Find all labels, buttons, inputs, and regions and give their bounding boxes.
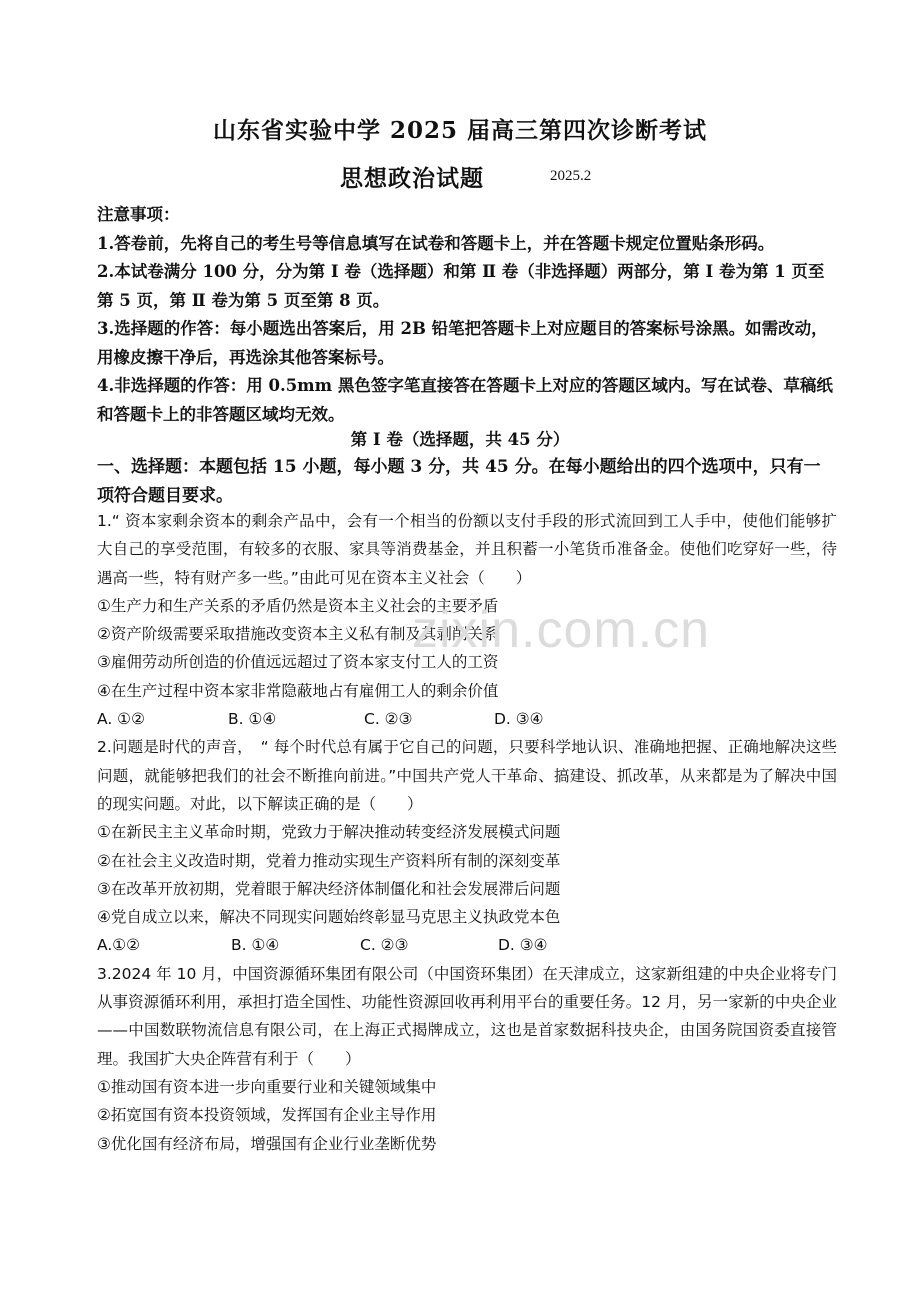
question-1 [97,507,837,733]
question-stem: 1.“ 资本家剩余资本的剩余产品中，会有一个相当的份额以支付手段的形式流回到工人手中，使他们能够扩大自己的享受范围，有较多的衣服、家具等消费基金，并且积蓄一小笔货币准备金。使他们吃穿好一些，待遇高一些，特有财产多一些。”由此可见在资本主义社会（ ） [97,512,837,587]
statement: ②拓宽国有资本投资领域，发挥国有企业主导作用 [97,1106,437,1125]
note-item: 1.答卷前，先将自己的考生号等信息填写在试卷和答题卡上，并在答题卡规定位置贴条形码。 [97,233,775,253]
option-d[interactable]: D. ③④ [494,710,544,729]
notes-block [97,201,837,429]
statement: ①在新民主主义革命时期，党致力于解决推动转变经济发展模式问题 [97,823,561,842]
statement: ③雇佣劳动所创造的价值远远超过了资本家支付工人的工资 [97,653,499,672]
statement: ②资产阶级需要采取措施改变资本主义私有制及其剥削关系 [97,625,499,644]
question-stem: 2.问题是时代的声音， “ 每个时代总有属于它自己的问题，只要科学地认识、准确地把握、正确地解决这些问题，就能够把我们的社会不断推向前进。”中国共产党人干革命、搞建设、抓改革，从来都是为了解决中国的现实问题。对此，以下解读正确的是（ ） [97,738,837,813]
statement: ③优化国有经济布局，增强国有企业行业垄断优势 [97,1134,437,1153]
exam-title: 山东省实验中学 2025 届高三第四次诊断考试 [212,117,708,144]
section-instruction: 一、选择题：本题包括 15 小题，每小题 3 分，共 45 分。在每小题给出的四个选项中，只有一项符合题目要求。 [97,457,821,506]
questions-block [97,507,837,1158]
option-d[interactable]: D. ③④ [498,936,548,955]
option-c[interactable]: C. ②③ [364,710,413,729]
note-item: 4.非选择题的作答：用 0.5mm 黑色签字笔直接答在答题卡上对应的答题区域内。写在试卷、草稿纸和答题卡上的非答题区域均无效。 [97,376,833,424]
statement: ①推动国有资本进一步向重要行业和关键领域集中 [97,1077,437,1096]
option-c[interactable]: C. ②③ [360,936,409,955]
statement: ③在改革开放初期，党着眼于解决经济体制僵化和社会发展滞后问题 [97,879,561,898]
statement: ④在生产过程中资本家非常隐蔽地占有雇佣工人的剩余价值 [97,681,499,700]
statement: ①生产力和生产关系的矛盾仍然是资本主义社会的主要矛盾 [97,596,499,615]
statement: ②在社会主义改造时期，党着力推动实现生产资料所有制的深刻变革 [97,851,561,870]
exam-date: 2025.2 [550,168,592,184]
option-a[interactable]: A. ①② [97,710,145,729]
note-item: 3.选择题的作答：每小题选出答案后，用 2B 铅笔把答题卡上对应题目的答案标号涂黑。如需改动，用橡皮擦干净后，再选涂其他答案标号。 [97,319,828,367]
answer-options [97,705,837,733]
answer-options [97,931,837,959]
watermark: zixin.com.cn [412,601,711,659]
question-2 [97,733,837,959]
notes-heading: 注意事项： [97,205,180,224]
option-a[interactable]: A.①② [97,936,141,955]
question-stem: 3.2024 年 10 月，中国资源循环集团有限公司（中国资环集团）在天津成立，这家新组建的中央企业将专门从事资源循环利用，承担打造全国性、功能性资源回收再利用平台的重要任务。12 月，另一家新的中央企业——中国数联物流信息有限公司，在上海正式揭牌成立，这也是首家数据科技央企，由国务院国资委直接管理。我国扩大央企阵营有利于（ ） [97,964,837,1068]
option-b[interactable]: B. ①④ [231,936,280,955]
note-item: 2.本试卷满分 100 分，分为第 Ⅰ 卷（选择题）和第 Ⅱ 卷（非选择题）两部分，第 Ⅰ 卷为第 1 页至第 5 页，第 Ⅱ 卷为第 5 页至第 8 页。 [97,262,825,310]
statement: ④党自成立以来，解决不同现实问题始终彰显马克思主义执政党本色 [97,908,561,927]
section-title: 第 Ⅰ 卷（选择题，共 45 分） [350,430,570,449]
question-3 [97,960,837,1158]
exam-subtitle: 思想政治试题 [340,165,484,192]
option-b[interactable]: B. ①④ [228,710,277,729]
